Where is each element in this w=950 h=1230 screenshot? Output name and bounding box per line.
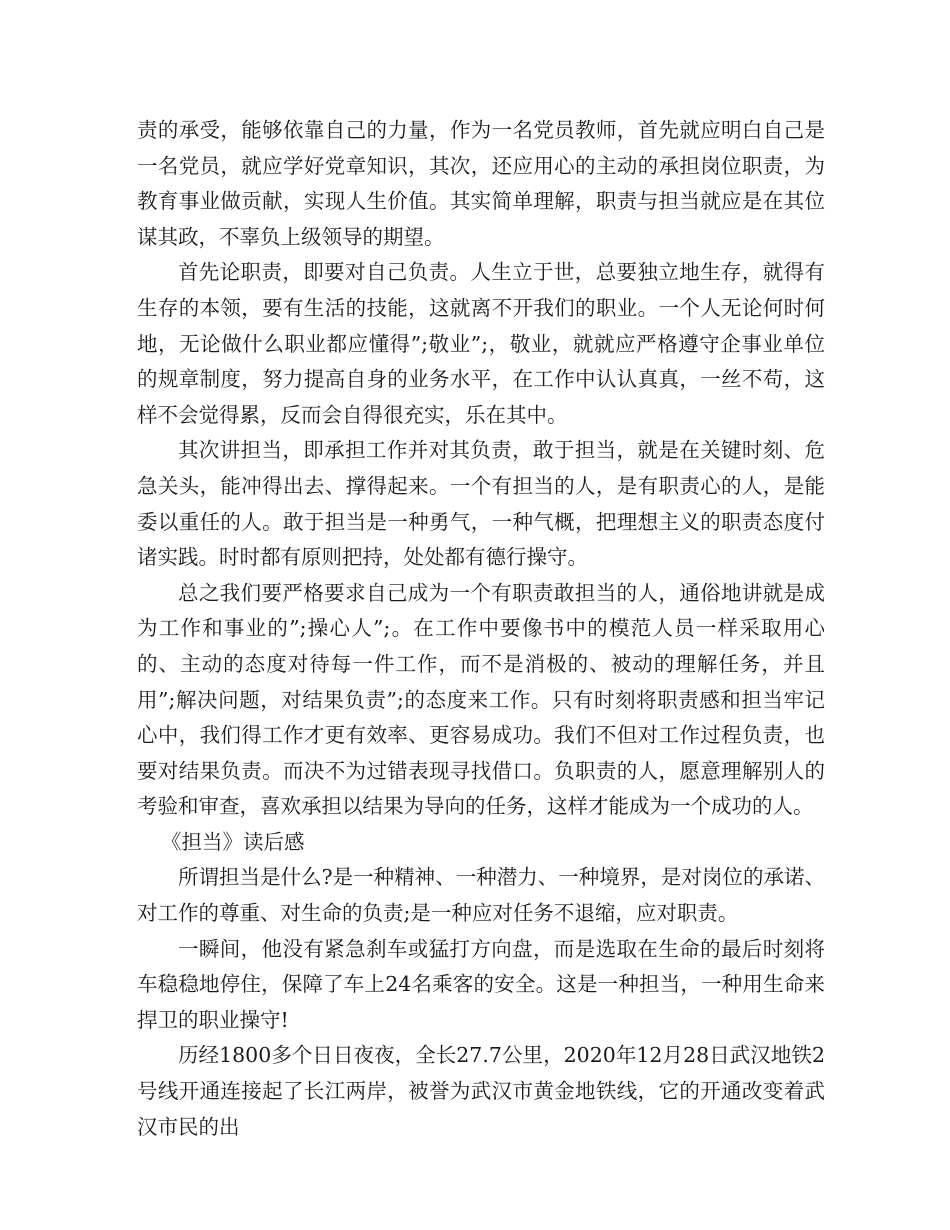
paragraph: 一瞬间，他没有紧急刹车或猛打方向盘，而是选取在生命的最后时刻将车稳稳地停住，保障了车上24名乘客的安全。这是一种担当，一种用生命来捍卫的职业操守! xyxy=(137,936,825,1032)
paragraph: 总之我们要严格要求自己成为一个有职责敢担当的人，通俗地讲就是成为工作和事业的”;操心人”;。在工作中要像书中的模范人员一样采取用心的、主动的态度对待每一件工作，而不是消极的、被动的理解任务，并且用”;解决问题，对结果负责”;的态度来工作。只有时刻将职责感和担当牢记心中，我们得工作才更有效率、更容易成功。我们不但对工作过程负责，也要对结果负责。而决不为过错表现寻找借口。负职责的人，愿意理解别人的考验和审查，喜欢承担以结果为导向的任务，这样才能成为一个成功的人。 xyxy=(137,580,825,819)
paragraph: 所谓担当是什么?是一种精神、一种潜力、一种境界，是对岗位的承诺、对工作的尊重、对生命的负责;是一种应对任务不退缩，应对职责。 xyxy=(137,865,825,926)
paragraph: 其次讲担当，即承担工作并对其负责，敢于担当，就是在关键时刻、危急关头，能冲得出去、撑得起来。一个有担当的人，是有职责心的人，是能委以重任的人。敢于担当是一种勇气，一种气概，把理想主义的职责态度付诸实践。时时都有原则把持，处处都有德行操守。 xyxy=(137,438,825,570)
paragraph: 历经1800多个日日夜夜，全长27.7公里，2020年12月28日武汉地铁2号线开通连接起了长江两岸，被誉为武汉市黄金地铁线，它的开通改变着武汉市民的出 xyxy=(137,1043,825,1139)
paragraph: 首先论职责，即要对自己负责。人生立于世，总要独立地生存，就得有生存的本领，要有生活的技能，这就离不开我们的职业。一个人无论何时何地，无论做什么职业都应懂得”;敬业”;，敬业，就就应严格遵守企事业单位的规章制度，努力提高自身的业务水平，在工作中认认真真，一丝不苟，这样不会觉得累，反而会自得很充实，乐在其中。 xyxy=(137,260,825,427)
paragraph: 责的承受，能够依靠自己的力量，作为一名党员教师，首先就应明白自己是一名党员，就应学好党章知识，其次，还应用心的主动的承担岗位职责，为教育事业做贡献，实现人生价值。其实简单理解，职责与担当就应是在其位谋其政，不辜负上级领导的期望。 xyxy=(137,118,825,249)
document-body xyxy=(137,113,825,1145)
section-heading: 《担当》读后感 xyxy=(161,829,305,854)
